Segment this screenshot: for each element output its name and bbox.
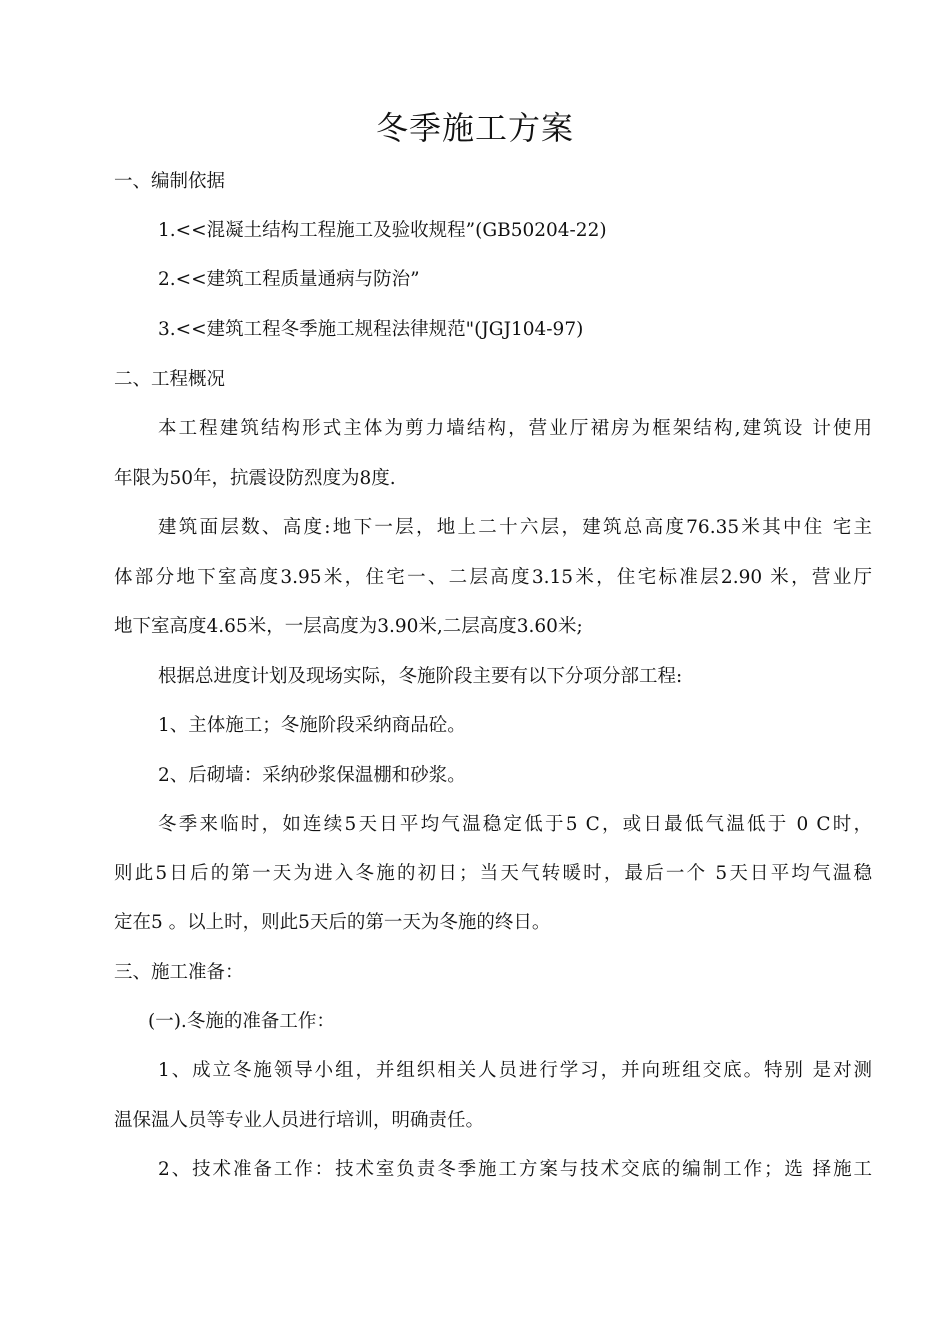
paragraph-line: 冬季来临时，如连续5天日平均气温稳定低于5 C，或日最低气温低于 0 C时， bbox=[158, 814, 872, 835]
paragraph-line: 体部分地下室高度3.95米，住宅一、二层高度3.15米，住宅标准层2.90 米，营业厅 bbox=[114, 567, 872, 588]
paragraph-line: 1、成立冬施领导小组，并组织相关人员进行学习，并向班组交底。特别 是对测 bbox=[158, 1060, 872, 1081]
section-heading-overview: 二、工程概况 bbox=[114, 369, 226, 390]
list-item: 2、后砌墙：采纳砂浆保温棚和砂浆。 bbox=[158, 765, 466, 786]
list-item: 1、主体施工；冬施阶段采纳商品砼。 bbox=[158, 715, 466, 736]
subsection-heading: (一).冬施的准备工作： bbox=[148, 1011, 335, 1032]
paragraph-line: 根据总进度计划及现场实际，冬施阶段主要有以下分项分部工程: bbox=[158, 666, 683, 687]
paragraph-line: 地下室高度4.65米，一层高度为3.90米,二层高度3.60米; bbox=[114, 616, 583, 637]
paragraph-line: 温保温人员等专业人员进行培训，明确责任。 bbox=[114, 1110, 485, 1131]
reference-item-3: 3.<<建筑工程冬季施工规程法律规范"(JGJ104-97) bbox=[158, 319, 584, 340]
document-title: 冬季施工方案 bbox=[375, 109, 574, 147]
paragraph-line: 定在5 。以上时，则此5天后的第一天为冬施的终日。 bbox=[114, 912, 551, 933]
paragraph-line: 则此5日后的第一天为进入冬施的初日；当天气转暖时，最后一个 5天日平均气温稳 bbox=[114, 863, 872, 884]
reference-item-2: 2.<<建筑工程质量通病与防治” bbox=[158, 269, 420, 290]
paragraph-line: 2、技术准备工作：技术室负责冬季施工方案与技术交底的编制工作；选 择施工 bbox=[158, 1159, 872, 1180]
section-heading-basis: 一、编制依据 bbox=[114, 171, 226, 192]
section-heading-preparation: 三、施工准备： bbox=[114, 962, 244, 983]
paragraph-line: 年限为50年，抗震设防烈度为8度. bbox=[114, 468, 396, 489]
paragraph-line: 本工程建筑结构形式主体为剪力墙结构，营业厅裙房为框架结构,建筑设 计使用 bbox=[158, 418, 872, 439]
paragraph-line: 建筑面层数、高度:地下一层，地上二十六层，建筑总高度76.35米其中住 宅主 bbox=[158, 517, 872, 538]
reference-item-1: 1.<<混凝土结构工程施工及验收规程”(GB50204-22) bbox=[158, 220, 607, 241]
